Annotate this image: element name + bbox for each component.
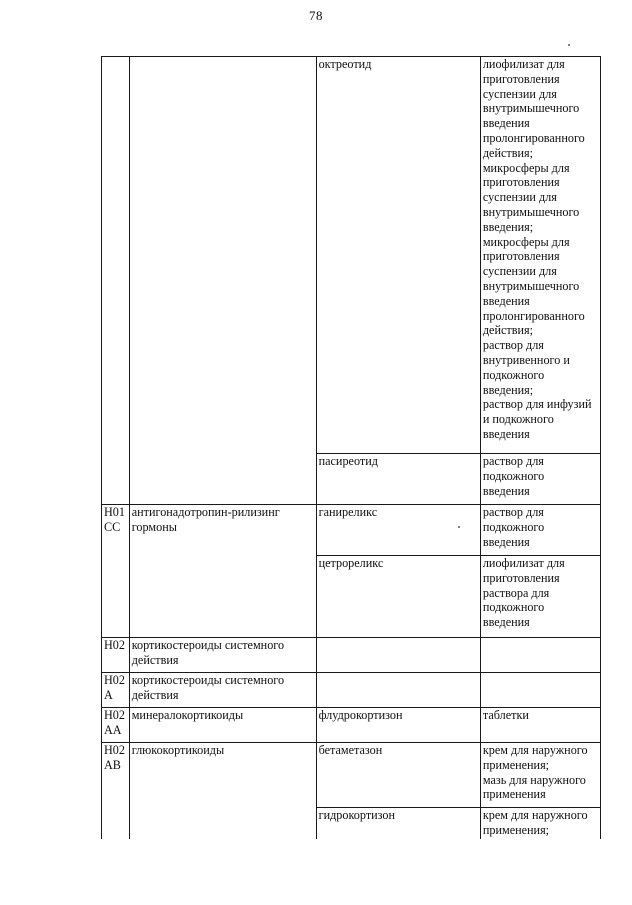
- dosage-form-line: пролонгированного: [482, 130, 585, 145]
- dosage-form-line: суспензии для: [482, 264, 557, 279]
- dosage-form-line: лиофилизат для: [482, 57, 565, 71]
- dosage-form-cell: [480, 454, 600, 505]
- group-name-cell: антигонадотропин-рилизинг гормоны: [129, 505, 316, 638]
- drug-name-cell: флудрокортизон: [316, 708, 480, 743]
- atc-code-cell: H02: [102, 638, 130, 673]
- page-number: 78: [309, 8, 323, 23]
- drug-name-cell: [316, 673, 480, 708]
- dosage-form-line: введения;: [482, 382, 534, 397]
- drug-name-cell: октреотид: [316, 57, 480, 454]
- table-row: [102, 57, 601, 454]
- dosage-form-cell: [480, 556, 600, 638]
- dosage-form-cell: [480, 808, 600, 839]
- dosage-form-line: применения: [482, 787, 546, 802]
- scan-speck: [568, 44, 570, 46]
- dosage-form-line: действия;: [482, 323, 533, 338]
- drug-name-cell: цетрореликс: [316, 556, 480, 638]
- dosage-form-line: подкожного: [482, 367, 545, 382]
- dosage-form-line: приготовления: [482, 71, 560, 86]
- drug-name-cell: [316, 638, 480, 673]
- dosage-form-line: микросферы для: [482, 160, 570, 175]
- group-name-cell: глюкокортикоиды: [129, 743, 316, 839]
- dosage-form-line: внутримышечного: [482, 101, 580, 116]
- medication-table: [101, 56, 601, 839]
- medication-table-body: [102, 57, 601, 839]
- atc-code-cell: H01 CC: [102, 505, 130, 638]
- atc-code-cell: [102, 57, 130, 505]
- dosage-form-line: суспензии для: [482, 86, 557, 101]
- dosage-form-line: введения: [482, 293, 530, 308]
- group-name-cell: кортикостероиды системного действия: [129, 673, 316, 708]
- dosage-form-line: подкожного: [482, 468, 545, 483]
- dosage-form-line: раствор для: [482, 505, 544, 519]
- dosage-form-line: таблетки: [482, 708, 529, 722]
- dosage-form-line: приготовления: [482, 175, 560, 190]
- dosage-form-line: раствор для: [482, 454, 544, 468]
- dosage-form-line: крем для наружного: [482, 743, 588, 757]
- table-row: [102, 505, 601, 556]
- dosage-form-line: введения: [482, 534, 530, 549]
- atc-code-cell: H02 A: [102, 673, 130, 708]
- dosage-form-line: и подкожного: [482, 412, 554, 427]
- dosage-form-cell: [480, 57, 600, 454]
- group-name-cell: минералокортикоиды: [129, 708, 316, 743]
- group-name-cell: [129, 57, 316, 505]
- group-name-cell: кортикостероиды системного действия: [129, 638, 316, 673]
- dosage-form-line: введения;: [482, 219, 534, 234]
- dosage-form-line: внутримышечного: [482, 278, 580, 293]
- dosage-form-cell: [480, 743, 600, 808]
- dosage-form-line: мазь для наружного: [482, 772, 586, 787]
- table-row: [102, 743, 601, 808]
- dosage-form-line: введения: [482, 483, 530, 498]
- dosage-form-cell: [480, 673, 600, 708]
- dosage-form-cell: [480, 505, 600, 556]
- dosage-form-line: применения;: [482, 822, 550, 837]
- dosage-form-line: введения: [482, 426, 530, 441]
- table-row: [102, 638, 601, 673]
- dosage-form-line: приготовления: [482, 570, 560, 585]
- drug-name-cell: бетаметазон: [316, 743, 480, 808]
- dosage-form-line: подкожного: [482, 600, 545, 615]
- dosage-form-line: раствор для: [482, 338, 544, 353]
- dosage-form-line: микросферы для: [482, 234, 570, 249]
- atc-code-cell: H02 AA: [102, 708, 130, 743]
- drug-name-cell: гидрокортизон: [316, 808, 480, 839]
- atc-code-cell: H02 AB: [102, 743, 130, 839]
- dosage-form-line: приготовления: [482, 249, 560, 264]
- dosage-form-line: раствора для: [482, 585, 550, 600]
- dosage-form-cell: [480, 638, 600, 673]
- dosage-form-line: подкожного: [482, 519, 545, 534]
- table-row: [102, 708, 601, 743]
- dosage-form-line: крем для наружного: [482, 808, 588, 822]
- dosage-form-line: лиофилизат для: [482, 556, 565, 570]
- table-row: [102, 673, 601, 708]
- drug-name-cell: пасиреотид: [316, 454, 480, 505]
- dosage-form-cell: [480, 708, 600, 743]
- dosage-form-line: применения;: [482, 757, 550, 772]
- dosage-form-line: введения: [482, 615, 530, 630]
- dosage-form-line: пролонгированного: [482, 308, 585, 323]
- dosage-form-line: раствор для инфузий: [482, 397, 592, 412]
- dosage-form-line: суспензии для: [482, 190, 557, 205]
- drug-name-cell: ганиреликс: [316, 505, 480, 556]
- dosage-form-line: внутривенного и: [482, 352, 570, 367]
- dosage-form-line: действия;: [482, 145, 533, 160]
- dosage-form-line: введения: [482, 116, 530, 131]
- dosage-form-line: внутримышечного: [482, 204, 580, 219]
